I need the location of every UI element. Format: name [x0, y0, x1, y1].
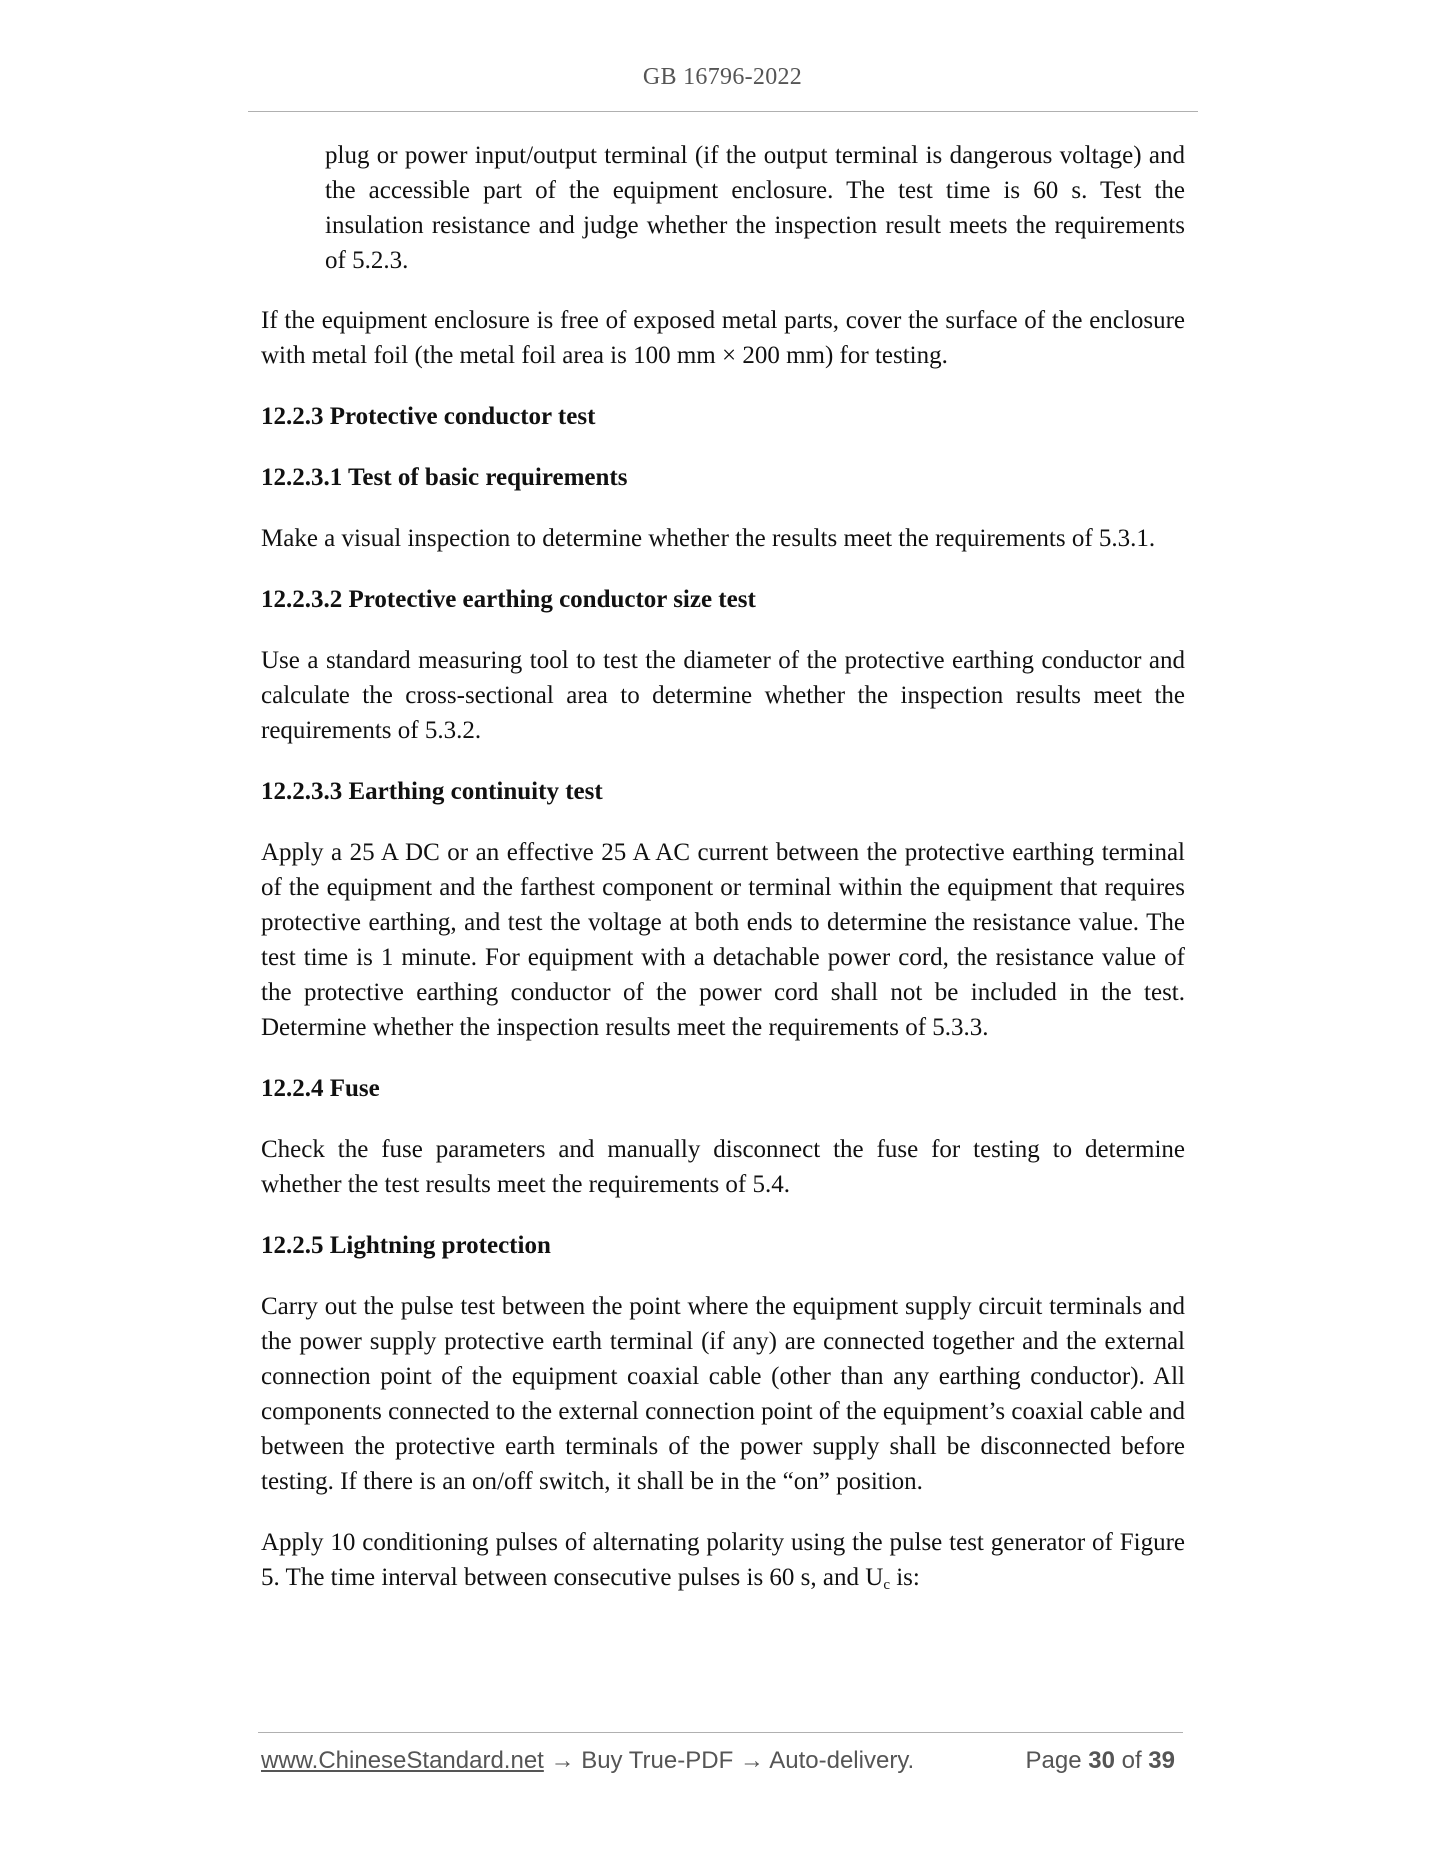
paragraph-pulse-test: Carry out the pulse test between the point where the equipment supply circuit terminals and the power supply protective earth terminal (if any) are connected together and the external connection point of the equipment coaxial cable (other than any earthing conductor). All components connected to the external connection point of the equipment’s coaxial cable and between the protective earth terminals of the power supply shall be disconnected before testing. If there is an on/off switch, it shall be in the “on” position. [261, 1293, 1185, 1495]
of-label: of [1121, 1747, 1142, 1774]
delivery-text: Auto-delivery. [769, 1747, 915, 1774]
section-heading-12-2-3-1: 12.2.3.1 Test of basic requirements [261, 464, 628, 491]
subscript-c: c [883, 1577, 890, 1593]
website-link[interactable]: www.ChineseStandard.net [261, 1747, 544, 1774]
page-header-title: GB 16796-2022 [642, 64, 803, 90]
section-heading-12-2-3: 12.2.3 Protective conductor test [261, 403, 596, 430]
paragraph-conductor-size: Use a standard measuring tool to test the diameter of the protective earthing conductor and calculate the cross-sectional area to determine whether the inspection results meet the requirements of 5.3.2. [261, 647, 1185, 744]
page-footer [261, 1747, 1181, 1787]
page-label: Page [1025, 1747, 1082, 1774]
paragraph-continued: plug or power input/output terminal (if the output terminal is dangerous voltage) and the accessible part of the equipment enclosure. The test time is 60 s. Test the insulation resistance and judge whether the inspection result meets the requirements of 5.2.3. [325, 142, 1185, 274]
page-number: 30 [1088, 1747, 1115, 1774]
page-counter [1026, 1747, 1176, 1775]
arrow-icon: → [543, 1747, 582, 1774]
paragraph-text-end: is: [889, 1564, 920, 1591]
paragraph-metal-foil: If the equipment enclosure is free of exposed metal parts, cover the surface of the enclosure with metal foil (the metal foil area is 100 mm × 200 mm) for testing. [261, 307, 1185, 369]
footer-divider [258, 1732, 1183, 1733]
section-heading-12-2-5: 12.2.5 Lightning protection [261, 1232, 551, 1259]
buy-text: Buy True-PDF [581, 1747, 734, 1774]
total-pages: 39 [1148, 1747, 1175, 1774]
paragraph-visual-inspection: Make a visual inspection to determine whether the results meet the requirements of 5.3.1. [261, 525, 1156, 552]
paragraph-earthing-continuity: Apply a 25 A DC or an effective 25 A AC current between the protective earthing terminal of the equipment and the farthest component or terminal within the equipment that requires protective earthing, and test the voltage at both ends to determine the resistance value. The test time is 1 minute. For equipment with a detachable power cord, the resistance value of the protective earthing conductor of the power cord shall not be included in the test. Determine whether the inspection results meet the requirements of 5.3.3. [261, 839, 1185, 1041]
paragraph-conditioning-pulses [261, 1525, 1185, 1595]
section-heading-12-2-3-2: 12.2.3.2 Protective earthing conductor size test [261, 586, 756, 613]
arrow-icon: → [733, 1747, 770, 1774]
section-heading-12-2-4: 12.2.4 Fuse [261, 1075, 380, 1102]
paragraph-text: Apply 10 conditioning pulses of alternating polarity using the pulse test generator of Figure 5. The time interval between consecutive pulses is 60 s, and U [261, 1529, 1185, 1591]
paragraph-fuse: Check the fuse parameters and manually disconnect the fuse for testing to determine whether the test results meet the requirements of 5.4. [261, 1136, 1185, 1198]
footer-promo [261, 1747, 914, 1775]
header-divider [248, 111, 1198, 112]
document-body [261, 138, 1185, 1621]
section-heading-12-2-3-3: 12.2.3.3 Earthing continuity test [261, 778, 603, 805]
